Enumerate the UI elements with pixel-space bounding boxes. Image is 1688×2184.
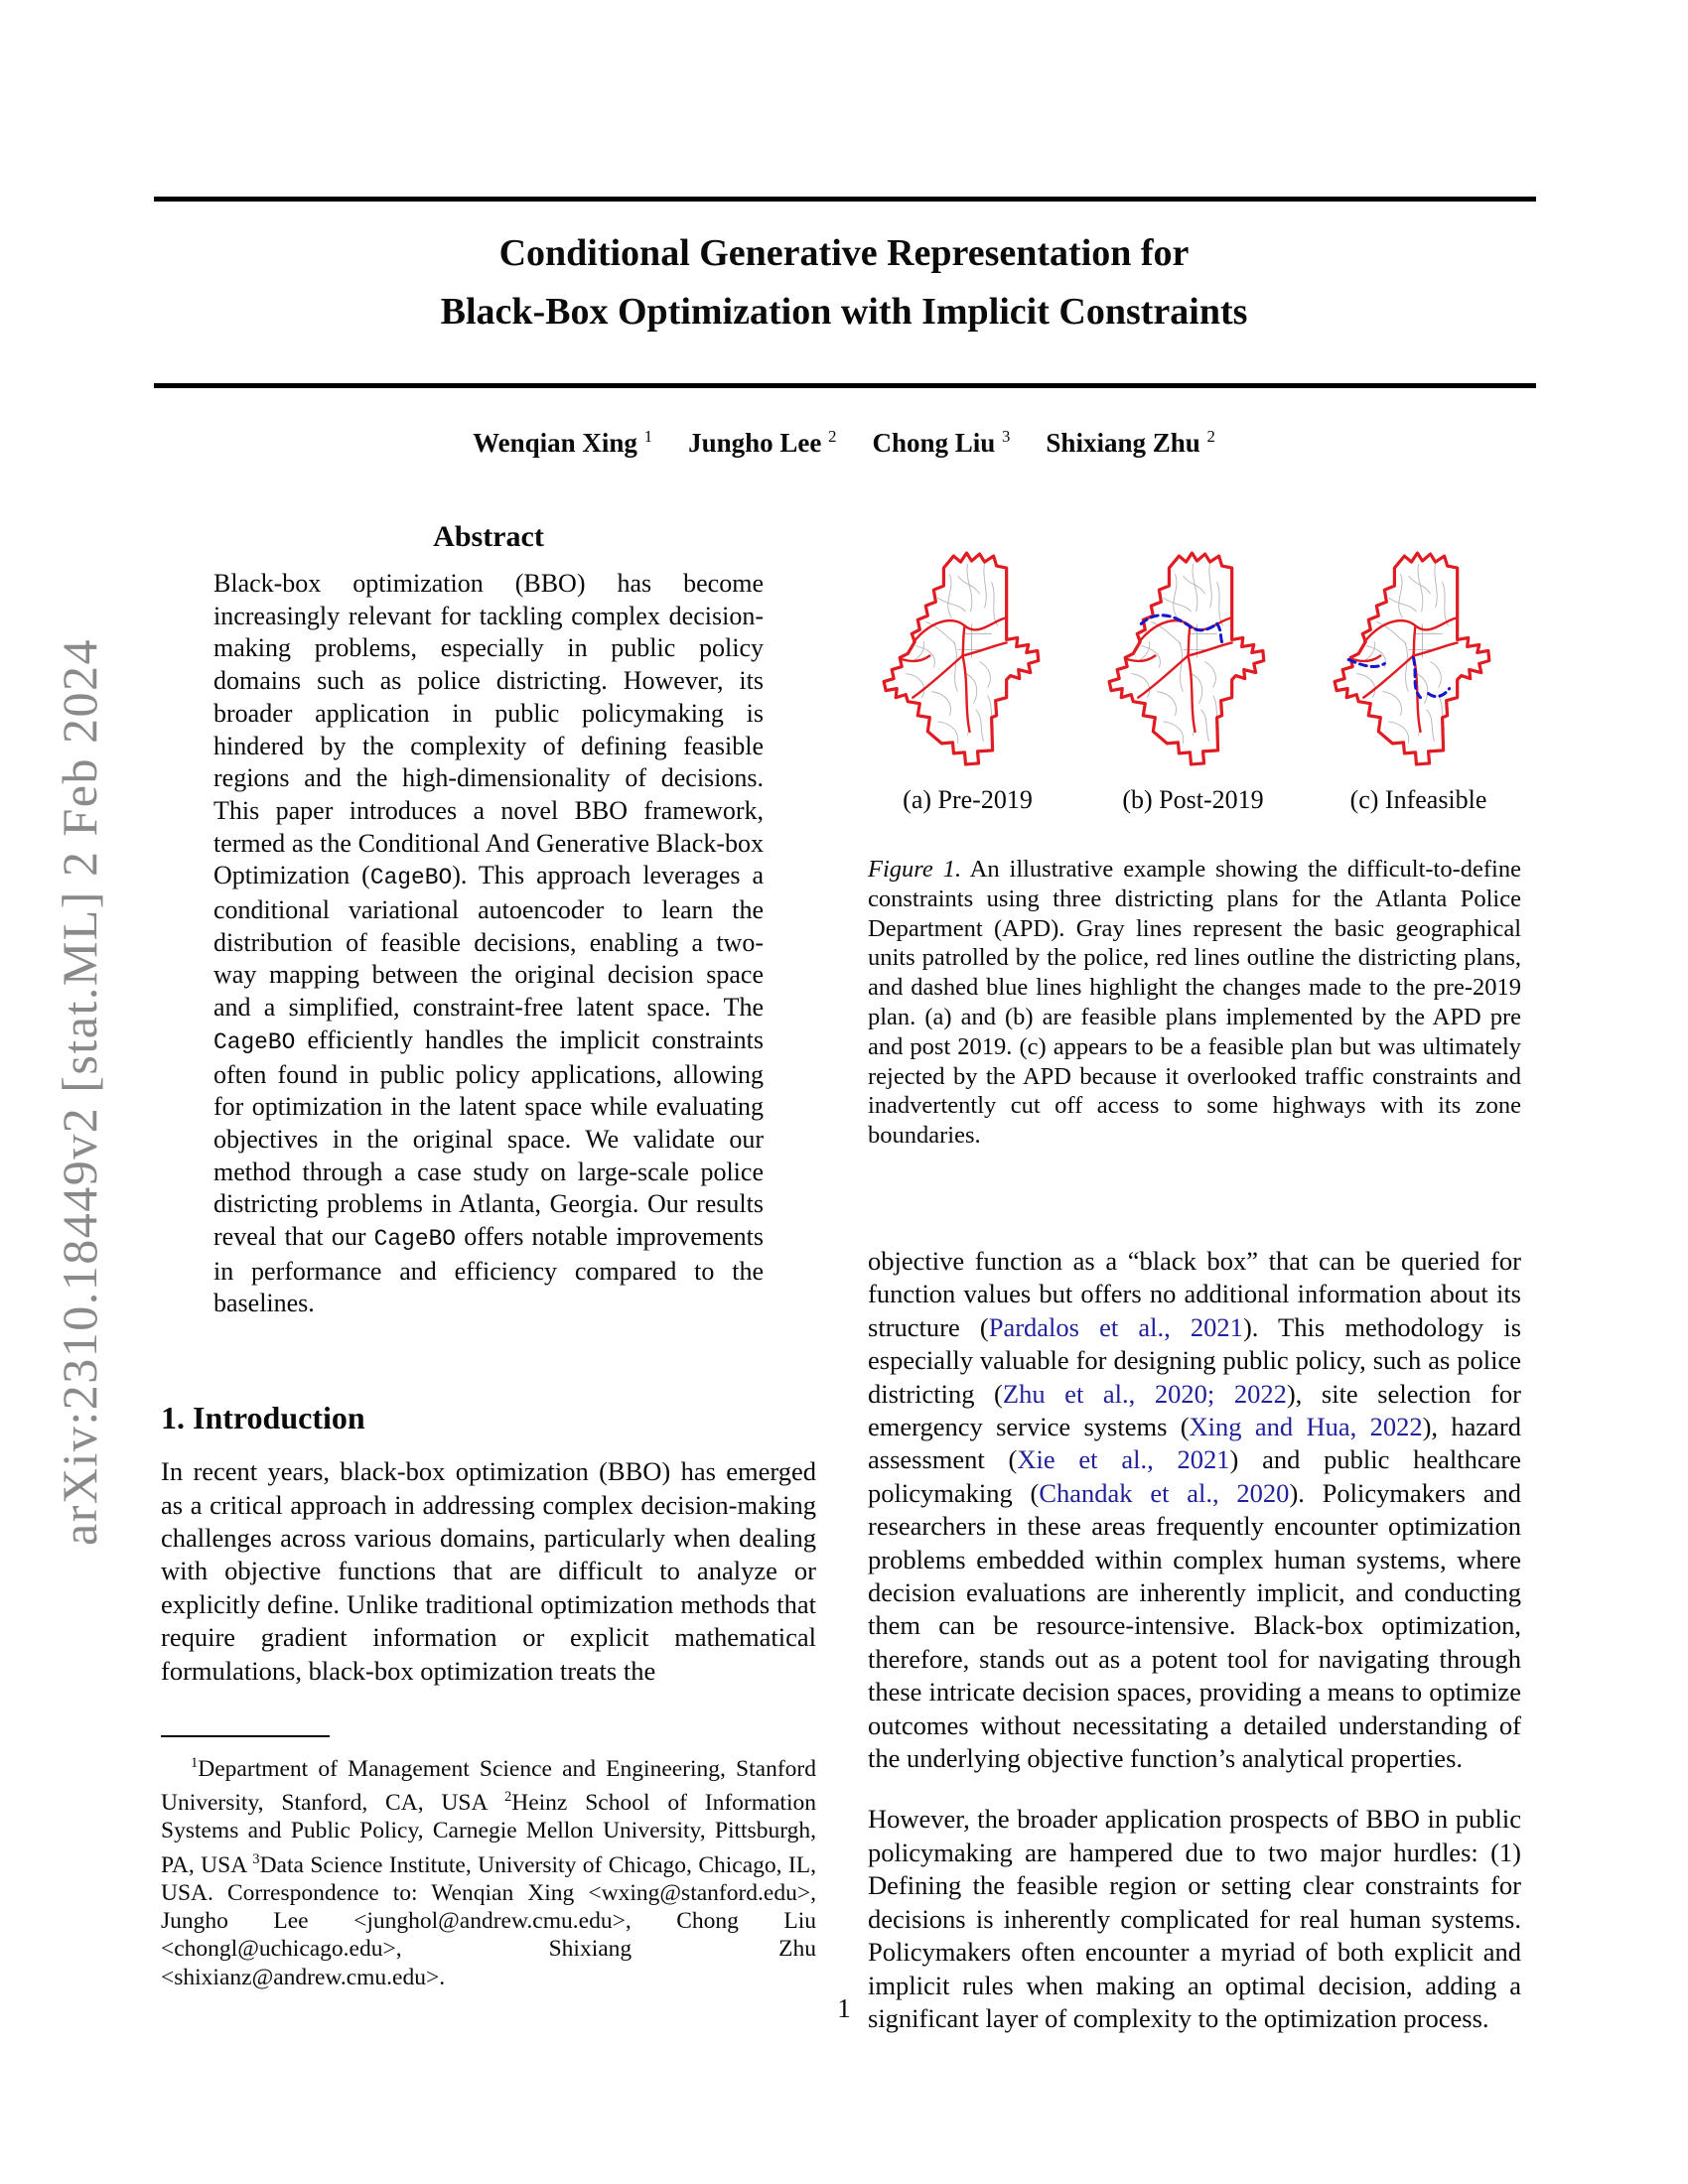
affiliation-footnote [161, 1749, 816, 1991]
abstract-text [161, 568, 816, 1320]
author-affiliation-marker: 2 [1206, 427, 1215, 446]
citation-link[interactable]: Pardalos et al., 2021 [988, 1311, 1243, 1342]
text-run: offers notable improvements in performance and efficiency compared to the baselines. [213, 1222, 764, 1318]
map-base-layer [1109, 553, 1264, 764]
footnote-marker: 1 [191, 1755, 199, 1772]
map-blue-overlay [1348, 657, 1449, 697]
subcaption-c: (c) Infeasible [1349, 785, 1487, 814]
page-number: 1 [837, 1993, 851, 2023]
district-maps-row [868, 546, 1521, 815]
inline-code: CageBO [373, 1226, 457, 1253]
text-run: In recent years, black-box optimization (BBO) has emerged as a critical approach in addressing complex decision-making challenges across various domains, particularly when dealing with objective functions that are difficult to analyze or explicitly define. Unlike traditional optimization methods that require gradient information or explicit mathematical formulations, black-box optimization treats the [161, 1456, 816, 1686]
text-run: ), hazard assessment ( [868, 1412, 1521, 1475]
map-panel-infeasible [1319, 546, 1518, 815]
body-paragraph-1 [868, 1245, 1521, 1776]
citation-link[interactable]: Zhu et al., 2020; 2022 [1002, 1378, 1287, 1409]
text-run: ). This methodology is especially valuable for designing public policy, such as police districting ( [868, 1311, 1522, 1409]
title-rule-bottom [154, 383, 1536, 388]
author: Jungho Lee $^2$ [688, 427, 837, 458]
inline-code: CageBO [369, 865, 453, 891]
footnote-marker: 3 [252, 1850, 260, 1867]
text-run: ). Policymakers and researchers in these areas frequently encounter optimization problems embedded within complex human systems, where decision evaluations are inherently implicit, and conducting them can be resource-intensive. Black-box optimization, therefore, stands out as a potent tool for navigating through these intricate decision spaces, providing a means to optimize outcomes without necessitating a detailed understanding of the underlying objective function’s analytical properties. [868, 1477, 1521, 1774]
map-blue-overlay [1141, 615, 1223, 646]
text-run: objective function as a “black box” that can be queried for function values but offers no additional information about its structure ( [868, 1245, 1521, 1342]
section-heading-introduction: 1. Introduction [161, 1400, 365, 1436]
title-rule-top [154, 197, 1536, 202]
map-base-layer [884, 553, 1039, 764]
text-run: An illustrative example showing the difficult-to-define constraints using three districting plans for the Atlanta Police Department (APD). Gray lines represent the basic geographical units patrolled by the police, red lines outline the districting plans, and dashed blue lines highlight the changes made to the pre-2019 plan. (a) and (b) are feasible plans implemented by the APD pre and post 2019. (c) appears to be a feasible plan but was ultimately rejected by the APD because it overlooked traffic constraints and inadvertently cut off access to some highways with its zone boundaries. [868, 856, 1521, 1150]
text-run: efficiently handles the implicit constraints often found in public policy applications, allowing for optimization in the latent space while evaluating objectives in the original space. We validate our method through a case study on large-scale police districting problems in Atlanta, Georgia. Our results reveal that our [213, 1024, 764, 1252]
text-run: However, the broader application prospects of BBO in public policymaking are hampered due to two major hurdles: (1) Defining the feasible region or setting clear constraints for decisions is inherently complicated for real human systems. Policymakers often encounter a myriad of both explicit and implicit rules when making an optimal decision, adding a significant layer of complexity to the optimization process. [868, 1804, 1521, 2033]
figure-caption-label: Figure 1. [868, 856, 962, 883]
subcaption-b: (b) Post-2019 [1122, 785, 1264, 814]
subcaption-a: (a) Pre-2019 [903, 785, 1033, 814]
author: Wenqian Xing $^1$ [473, 427, 653, 458]
text-run: ) and public healthcare policymaking ( [868, 1444, 1522, 1508]
map-base-layer [1335, 553, 1489, 764]
citation-link[interactable]: Chandak et al., 2020 [1039, 1477, 1290, 1508]
map-panel-pre2019 [868, 546, 1067, 815]
inline-code: CageBO [213, 1028, 296, 1055]
title-line-2: Black-Box Optimization with Implicit Constraints [440, 291, 1248, 333]
citation-link[interactable]: Xie et al., 2021 [1017, 1444, 1230, 1475]
citation-link[interactable]: Xing and Hua, 2022 [1189, 1412, 1423, 1441]
text-run: ). This approach leverages a conditional variational autoencoder to learn the distribution of feasible decisions, enabling a two-way mapping between the original decision space and a simplified, constraint-free latent space. The [213, 861, 765, 1023]
left-column [161, 516, 816, 1991]
figure-1-caption [868, 855, 1521, 1151]
author-affiliation-marker: 2 [828, 427, 837, 446]
right-column [868, 546, 1521, 2035]
figure-1 [868, 546, 1521, 1151]
author: Chong Liu $^3$ [872, 427, 1011, 458]
abstract-heading: Abstract [433, 520, 544, 553]
text-run: Data Science Institute, University of Chicago, Chicago, IL, USA. Correspondence to: Wenqian Xing <wxing@stanford.edu>, Jungho Lee <junghol@andrew.cmu.edu>, Chong Liu <chongl@uchicago.edu>, Shixiang Zhu <shixianz@andrew.cmu.edu>. [161, 1851, 816, 1990]
introduction-paragraph [161, 1455, 816, 1688]
title-line-1: Conditional Generative Representation for [498, 232, 1190, 274]
paper-title [0, 224, 1688, 341]
map-panel-post2019 [1093, 546, 1293, 815]
district-map-pre2019 [868, 546, 1067, 775]
text-run: Department of Management Science and Engineering, Stanford University, Stanford, CA, USA [161, 1755, 816, 1816]
author-affiliation-marker: 3 [1002, 427, 1011, 446]
district-map-infeasible [1319, 546, 1518, 775]
footnote-marker: 2 [503, 1789, 512, 1806]
footnote-rule [161, 1735, 330, 1737]
text-run: Heinz School of Information Systems and Public Policy, Carnegie Mellon University, Pittsburgh, PA, USA [161, 1789, 816, 1878]
district-map-post2019 [1093, 546, 1293, 775]
text-run: ), site selection for emergency service systems ( [868, 1378, 1521, 1441]
arxiv-watermark: arXiv:2310.18449v2 [stat.ML] 2 Feb 2024 [52, 638, 107, 1546]
author-affiliation-marker: 1 [643, 427, 653, 446]
text-run: Black-box optimization (BBO) has become increasingly relevant for tackling complex decision-making problems, especially in public policy domains such as police districting. However, its broader application in public policymaking is hindered by the complexity of defining feasible regions and the high-dimensionality of decisions. This paper introduces a novel BBO framework, termed as the Conditional And Generative Black-box Optimization ( [213, 569, 764, 890]
author-line [0, 427, 1688, 459]
author: Shixiang Zhu $^2$ [1046, 427, 1215, 458]
